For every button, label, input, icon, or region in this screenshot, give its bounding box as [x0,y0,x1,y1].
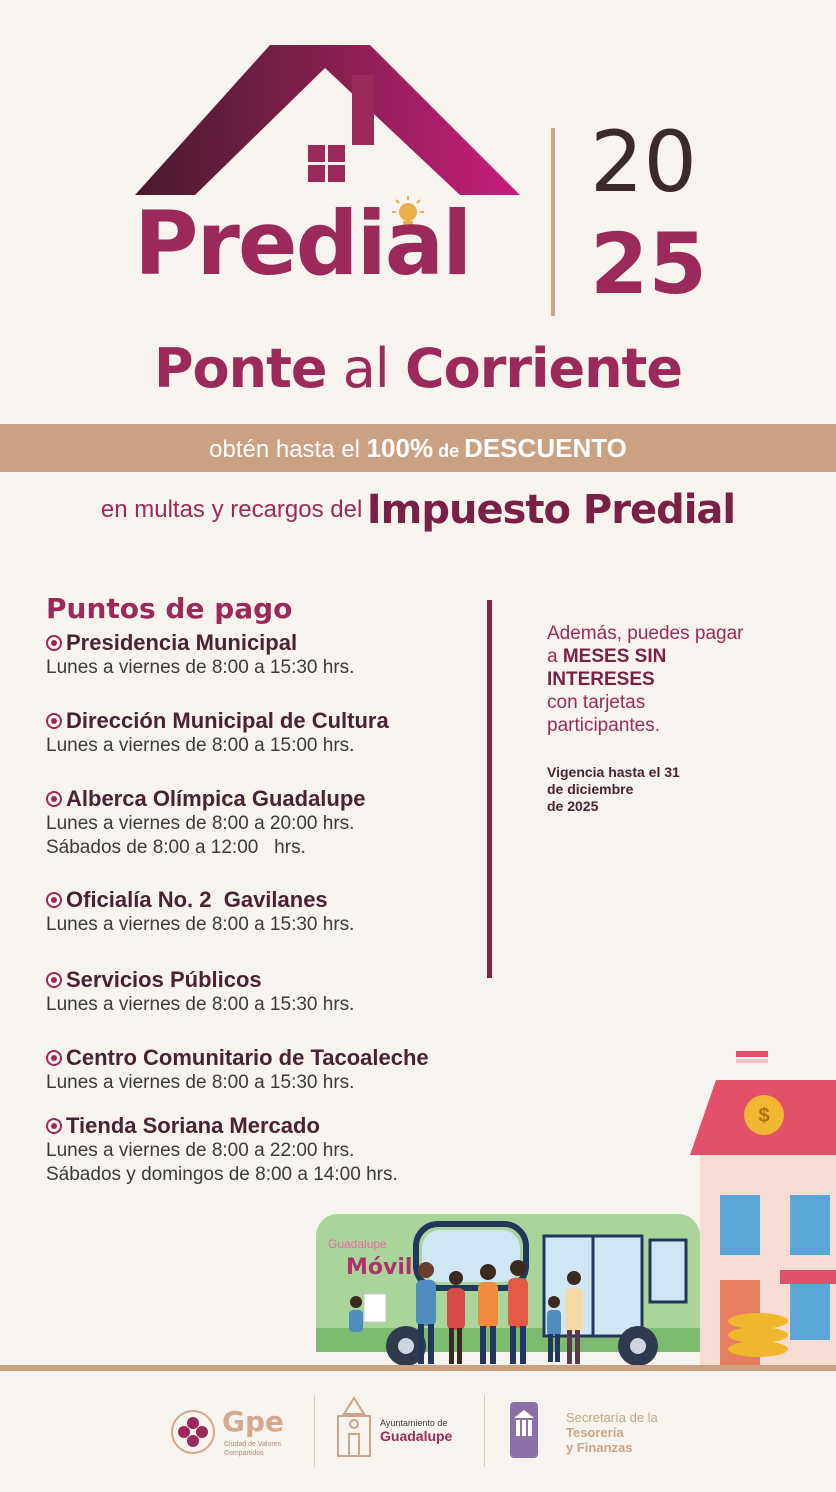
location-pin-icon [46,1050,62,1066]
bus-brand: Móvil [346,1255,413,1280]
point-name: Centro Comunitario de Tacoaleche [66,1045,429,1070]
tagline-part3: Corriente [404,337,682,400]
point-hours: Sábados de 8:00 a 12:00 hrs. [46,837,306,858]
discount-band [0,424,836,472]
bus-illustration [316,1210,706,1370]
secretaria-logo [508,1398,708,1468]
band-pre: obtén hasta el [209,436,367,463]
msi-line: Además, puedes pagar [547,623,744,644]
band-de: de [433,441,465,461]
msi-strong: MESES SIN [562,646,667,667]
point-name: Alberca Olímpica Guadalupe [66,786,366,811]
msi-line: con tarjetas [547,692,646,713]
gpe-logo [170,1405,300,1465]
payment-points-title: Puntos de pago [46,592,293,625]
validity-line: de 2025 [547,798,599,814]
ayuntamiento-name: Guadalupe [380,1428,453,1444]
secretaria-line: Tesorería [566,1425,624,1440]
tagline [0,337,836,400]
payment-point [46,786,366,860]
point-hours: Lunes a viernes de 8:00 a 15:30 hrs. [46,1072,355,1093]
gpe-logo-text: Gpe [222,1405,285,1438]
house-roof-icon [120,40,530,200]
msi-note [547,622,787,737]
subheadline [0,487,836,533]
ayuntamiento-line: Ayuntamiento de [380,1418,448,1428]
location-pin-icon [46,972,62,988]
gpe-flower-icon [170,1409,216,1455]
footer-divider [484,1395,485,1467]
location-pin-icon [46,713,62,729]
band-strong: DESCUENTO [464,433,627,463]
tagline-part1: Ponte [153,337,327,400]
location-pin-icon [46,635,62,651]
point-name: Oficialía No. 2 Gavilanes [66,887,328,912]
building-crest-icon [508,1398,540,1462]
payment-point [46,1113,398,1187]
validity-note [547,764,727,815]
payment-point [46,887,354,937]
tagline-part2: al [326,337,405,400]
coin-symbol: $ [758,1105,770,1127]
discount-text [0,424,836,475]
church-crest-icon [334,1396,374,1462]
band-percent: 100% [366,433,434,463]
subheadline-pre: en multas y recargos del [100,496,363,523]
payment-point [46,1045,429,1095]
point-hours: Lunes a viernes de 8:00 a 15:00 hrs. [46,735,355,756]
footer-rule [0,1365,836,1371]
secretaria-line: Secretaría de la [566,1410,658,1425]
ayuntamiento-logo [334,1396,474,1466]
point-hours: Lunes a viernes de 8:00 a 15:30 hrs. [46,994,355,1015]
point-hours: Lunes a viernes de 8:00 a 15:30 hrs. [46,657,355,678]
point-name: Tienda Soriana Mercado [66,1113,320,1138]
msi-strong: INTERESES [547,669,655,690]
validity-line: Vigencia hasta el 31 [547,764,680,780]
point-hours: Sábados y domingos de 8:00 a 14:00 hrs. [46,1164,398,1185]
point-name: Servicios Públicos [66,967,262,992]
bus-brand-small: Guadalupe [328,1237,387,1251]
subheadline-strong: Impuesto Predial [366,487,736,533]
payment-point [46,630,354,680]
validity-line: de diciembre [547,781,634,797]
location-pin-icon [46,892,62,908]
location-pin-icon [46,791,62,807]
year-top: 20 [590,113,697,211]
secretaria-line: y Finanzas [566,1440,633,1455]
predial-title: Predial [134,192,471,295]
year-divider [551,128,555,316]
msi-line: a [547,646,563,667]
point-hours: Lunes a viernes de 8:00 a 20:00 hrs. [46,813,355,834]
gpe-tagline: Ciudad de Valores [224,1441,282,1448]
location-pin-icon [46,1118,62,1134]
point-name: Presidencia Municipal [66,630,298,655]
year-bottom: 25 [590,215,707,313]
point-name: Dirección Municipal de Cultura [66,708,389,733]
vertical-divider [487,600,492,978]
payment-point [46,967,354,1017]
point-hours: Lunes a viernes de 8:00 a 22:00 hrs. [46,1140,355,1161]
payment-point [46,708,389,758]
footer-divider [314,1395,315,1467]
msi-line: participantes. [547,715,661,736]
gpe-tagline: Compartidos [224,1450,264,1457]
point-hours: Lunes a viernes de 8:00 a 15:30 hrs. [46,914,355,935]
